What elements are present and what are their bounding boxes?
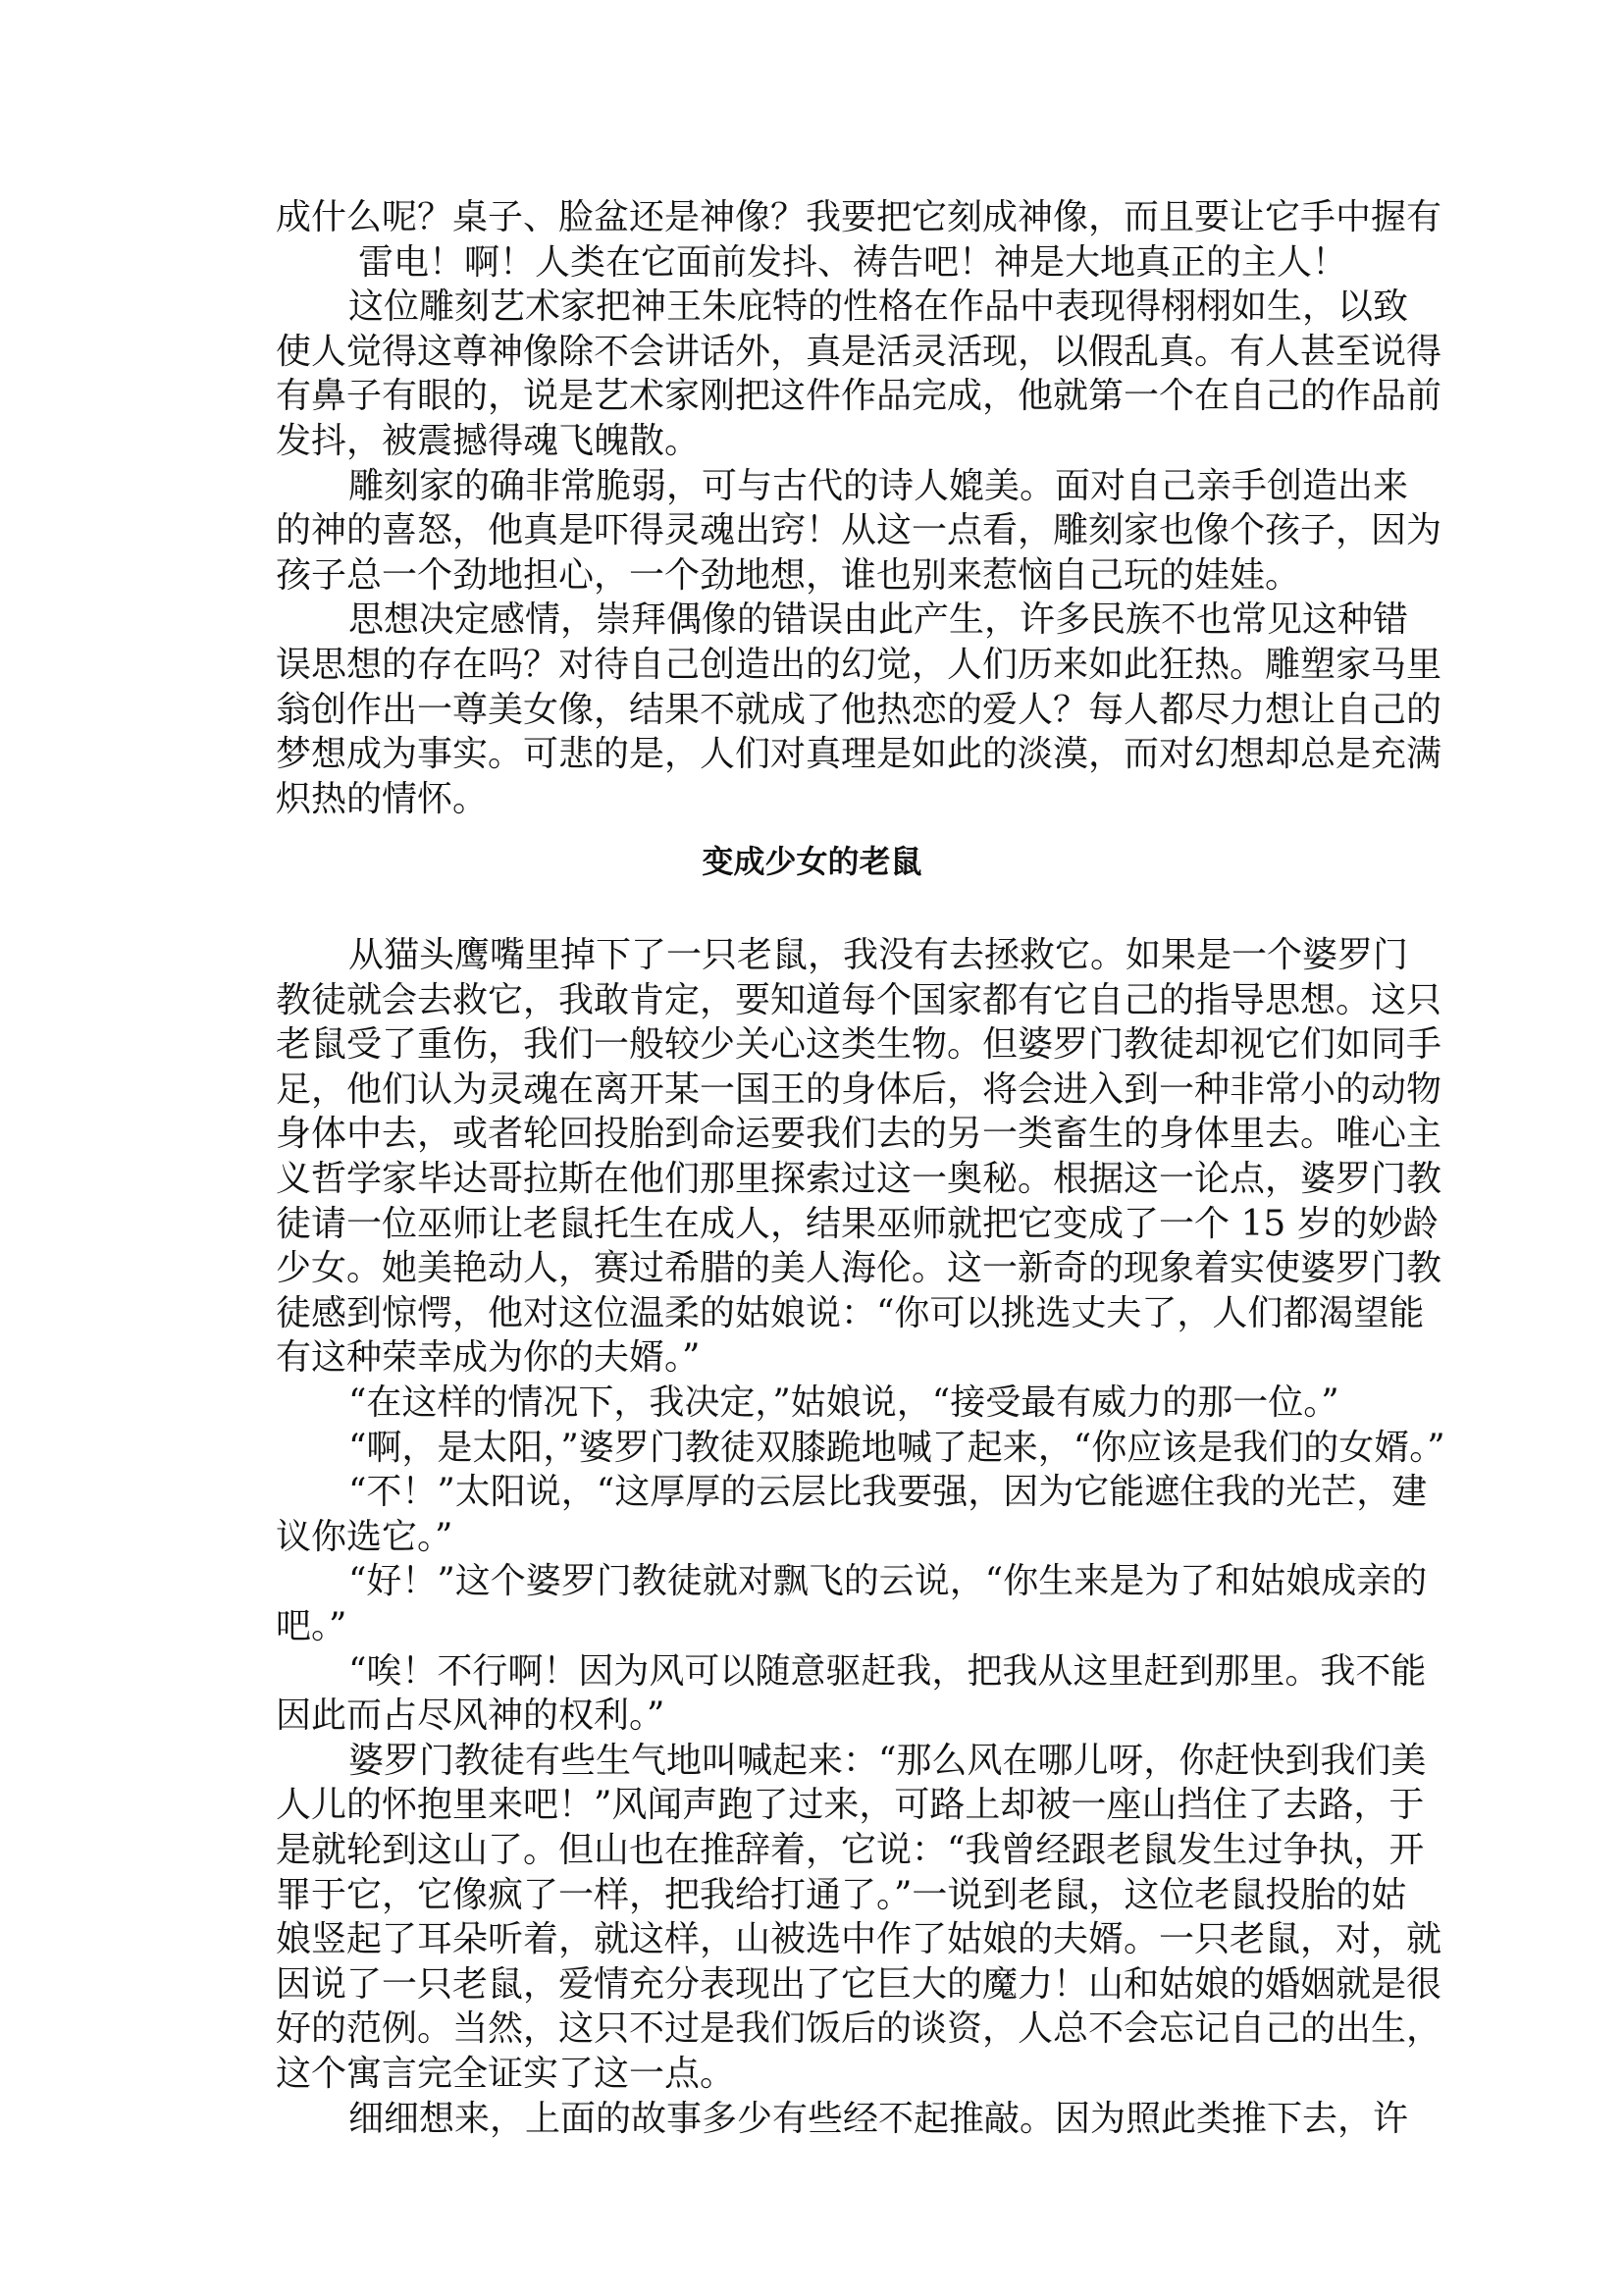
text-line: 吧。” [276, 1606, 347, 1646]
text-line: “啊，是太阳，”婆罗门教徒双膝跪地喊了起来，“你应该是我们的女婿。” [348, 1427, 1445, 1468]
text-line: 雕刻家的确非常脆弱，可与古代的诗人媲美。面对自己亲手创造出来 [348, 465, 1409, 506]
text-line: 的神的喜怒，他真是吓得灵魂出窍！从这一点看，雕刻家也像个孩子，因为 [276, 510, 1442, 551]
text-line: 误思想的存在吗？对待自己创造出的幻觉，人们历来如此狂热。雕塑家马里 [276, 645, 1442, 685]
text-line: 好的范例。当然，这只不过是我们饭后的谈资，人总不会忘记自己的出生， [276, 2008, 1442, 2050]
text-line: “好！”这个婆罗门教徒就对飘飞的云说，“你生来是为了和姑娘成亲的 [348, 1561, 1428, 1602]
text-line: 少女。她美艳动人，赛过希腊的美人海伦。这一新奇的现象着实使婆罗门教 [276, 1248, 1442, 1289]
text-line: 身体中去，或者轮回投胎到命运要我们去的另一类畜生的身体里去。唯心主 [276, 1114, 1442, 1155]
text-line: “不！”太阳说，“这厚厚的云层比我要强，因为它能遮住我的光芒，建 [348, 1472, 1428, 1513]
text-line: 雷电！啊！人类在它面前发抖、祷告吧！神是大地真正的主人！ [358, 241, 1348, 283]
text-line: 娘竖起了耳朵听着，就这样，山被选中作了姑娘的夫婿。一只老鼠，对，就 [276, 1919, 1442, 1960]
text-line: 罪于它，它像疯了一样，把我给打通了。”一说到老鼠，这位老鼠投胎的姑 [276, 1874, 1407, 1915]
text-line: 因此而占尽风神的权利。” [276, 1695, 665, 1737]
text-line: 议你选它。” [276, 1516, 453, 1557]
text-line: 发抖，被震撼得魂飞魄散。 [276, 421, 701, 461]
text-line: 人儿的怀抱里来吧！”风闻声跑了过来，可路上却被一座山挡住了去路，于 [276, 1785, 1425, 1826]
text-line: 义哲学家毕达哥拉斯在他们那里探索过这一奥秘。根据这一论点，婆罗门教 [276, 1159, 1442, 1199]
text-line: 孩子总一个劲地担心，一个劲地想，谁也别来惹恼自己玩的娃娃。 [276, 554, 1301, 596]
text-line: 婆罗门教徒有些生气地叫喊起来：“那么风在哪儿呀，你赶快到我们美 [348, 1740, 1427, 1781]
text-line: 成什么呢？桌子、脸盆还是神像？我要把它刻成神像，而且要让它手中握有 [276, 197, 1442, 237]
text-line: 足，他们认为灵魂在离开某一国王的身体后，将会进入到一种非常小的动物 [276, 1069, 1442, 1110]
text-line: 梦想成为事实。可悲的是，人们对真理是如此的淡漠，而对幻想却总是充满 [276, 734, 1442, 775]
text-line: 炽热的情怀。 [276, 778, 489, 819]
text-line: 这位雕刻艺术家把神王朱庇特的性格在作品中表现得栩栩如生，以致 [348, 287, 1409, 328]
text-line: 思想决定感情，崇拜偶像的错误由此产生，许多民族不也常见这种错 [348, 600, 1409, 641]
text-line: “在这样的情况下，我决定，”姑娘说，“接受最有威力的那一位。” [348, 1382, 1339, 1423]
text-line: 因说了一只老鼠，爱情充分表现出了它巨大的魔力！山和姑娘的婚姻就是很 [276, 1963, 1442, 2005]
text-line: 教徒就会去救它，我敢肯定，要知道每个国家都有它自己的指导思想。这只 [276, 979, 1442, 1020]
text-line: 有鼻子有眼的，说是艺术家刚把这件作品完成，他就第一个在自己的作品前 [276, 376, 1442, 417]
text-line: 从猫头鹰嘴里掉下了一只老鼠，我没有去拯救它。如果是一个婆罗门 [348, 935, 1409, 975]
text-line: 翁创作出一尊美女像，结果不就成了他热恋的爱人？每人都尽力想让自己的 [276, 689, 1442, 730]
text-line: 使人觉得这尊神像除不会讲话外，真是活灵活现，以假乱真。有人甚至说得 [276, 331, 1442, 372]
text-line: 细细想来，上面的故事多少有些经不起推敲。因为照此类推下去，许 [348, 2098, 1409, 2139]
text-line: 有这种荣幸成为你的夫婿。” [276, 1337, 701, 1379]
fable-title: 变成少女的老鼠 [702, 843, 922, 880]
text-line: 老鼠受了重伤，我们一般较少关心这类生物。但婆罗门教徒却视它们如同手 [276, 1024, 1442, 1066]
text-line: 这个寓言完全证实了这一点。 [276, 2054, 736, 2094]
text-line: “唉！不行啊！因为风可以随意驱赶我，把我从这里赶到那里。我不能 [348, 1650, 1427, 1692]
text-line: 是就轮到这山了。但山也在推辞着，它说：“我曾经跟老鼠发生过争执，开 [276, 1830, 1425, 1870]
text-line: 徒请一位巫师让老鼠托生在成人，结果巫师就把它变成了一个 15 岁的妙龄 [276, 1203, 1439, 1244]
text-line: 徒感到惊愕，他对这位温柔的姑娘说：“你可以挑选丈夫了，人们都渴望能 [276, 1292, 1425, 1333]
